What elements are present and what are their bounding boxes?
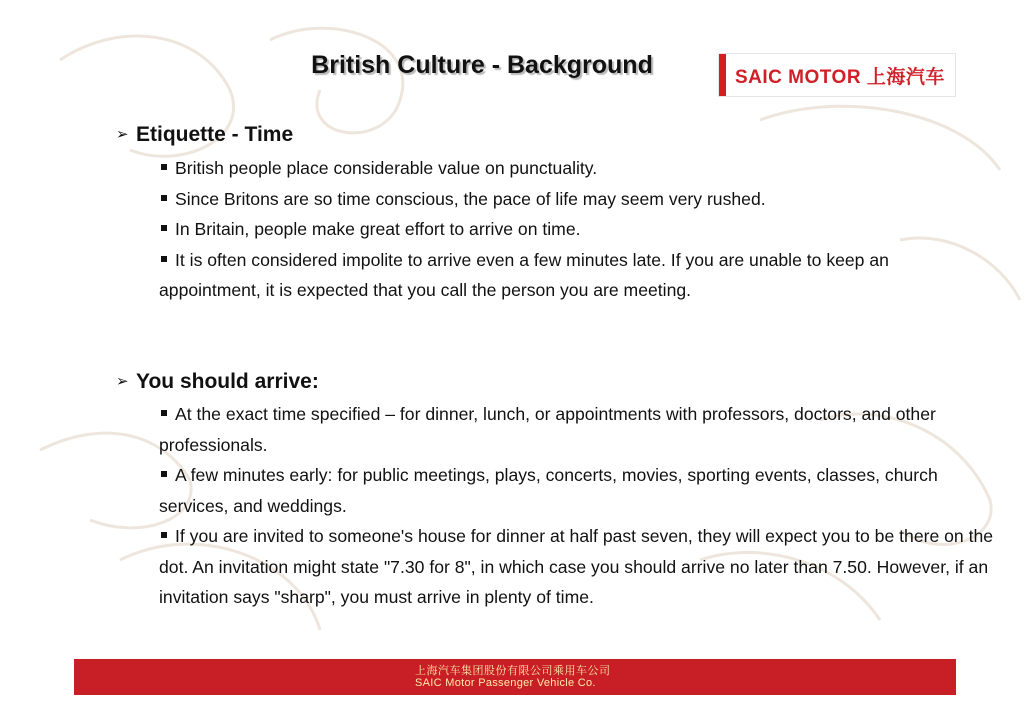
square-bullet-icon xyxy=(161,256,167,262)
footer-company-en: SAIC Motor Passenger Vehicle Co. xyxy=(415,677,596,689)
section-etiquette-time xyxy=(116,120,1016,306)
logo-text: SAIC MOTOR 上海汽车 xyxy=(735,67,945,88)
square-bullet-icon xyxy=(161,471,167,477)
arrow-bullet-icon: ➢ xyxy=(116,373,129,390)
square-bullet-icon xyxy=(161,532,167,538)
bullet-list xyxy=(116,399,1016,613)
saic-motor-logo xyxy=(718,53,956,97)
section-heading-text: You should arrive: xyxy=(136,370,319,393)
square-bullet-icon xyxy=(161,410,167,416)
list-item: Since Britons are so time conscious, the pace of life may seem very rushed. xyxy=(116,184,1016,215)
section-heading-text: Etiquette - Time xyxy=(136,123,294,146)
square-bullet-icon xyxy=(161,225,167,231)
section-you-should-arrive xyxy=(116,367,1016,613)
footer-bar xyxy=(74,659,956,695)
list-item: At the exact time specified – for dinner, lunch, or appointments with professors, doctors, and other professionals. xyxy=(159,404,936,455)
square-bullet-icon xyxy=(161,195,167,201)
section-heading xyxy=(116,367,1016,397)
list-item: In Britain, people make great effort to arrive on time. xyxy=(116,214,1016,245)
section-heading xyxy=(116,120,1016,150)
square-bullet-icon xyxy=(161,164,167,170)
list-item: British people place considerable value on punctuality. xyxy=(116,153,1016,184)
bullet-list xyxy=(116,153,1016,306)
logo-red-bar xyxy=(719,54,726,96)
arrow-bullet-icon: ➢ xyxy=(116,126,129,143)
list-item: A few minutes early: for public meetings, plays, concerts, movies, sporting events, classes, church services, and weddings. xyxy=(159,465,938,516)
list-item: If you are invited to someone's house for dinner at half past seven, they will expect you to be there on the dot. An invitation might state "7.30 for 8", in which case you should arrive no later than 7.50. However, if an invitation says "sharp", you must arrive in plenty of time. xyxy=(159,526,994,607)
slide-title: British Culture - Background xyxy=(311,51,653,79)
list-item: It is often considered impolite to arrive even a few minutes late. If you are unable to keep an appointment, it is expected that you call the person you are meeting. xyxy=(159,249,889,300)
footer-company-cn: 上海汽车集团股份有限公司乘用车公司 xyxy=(415,665,611,677)
